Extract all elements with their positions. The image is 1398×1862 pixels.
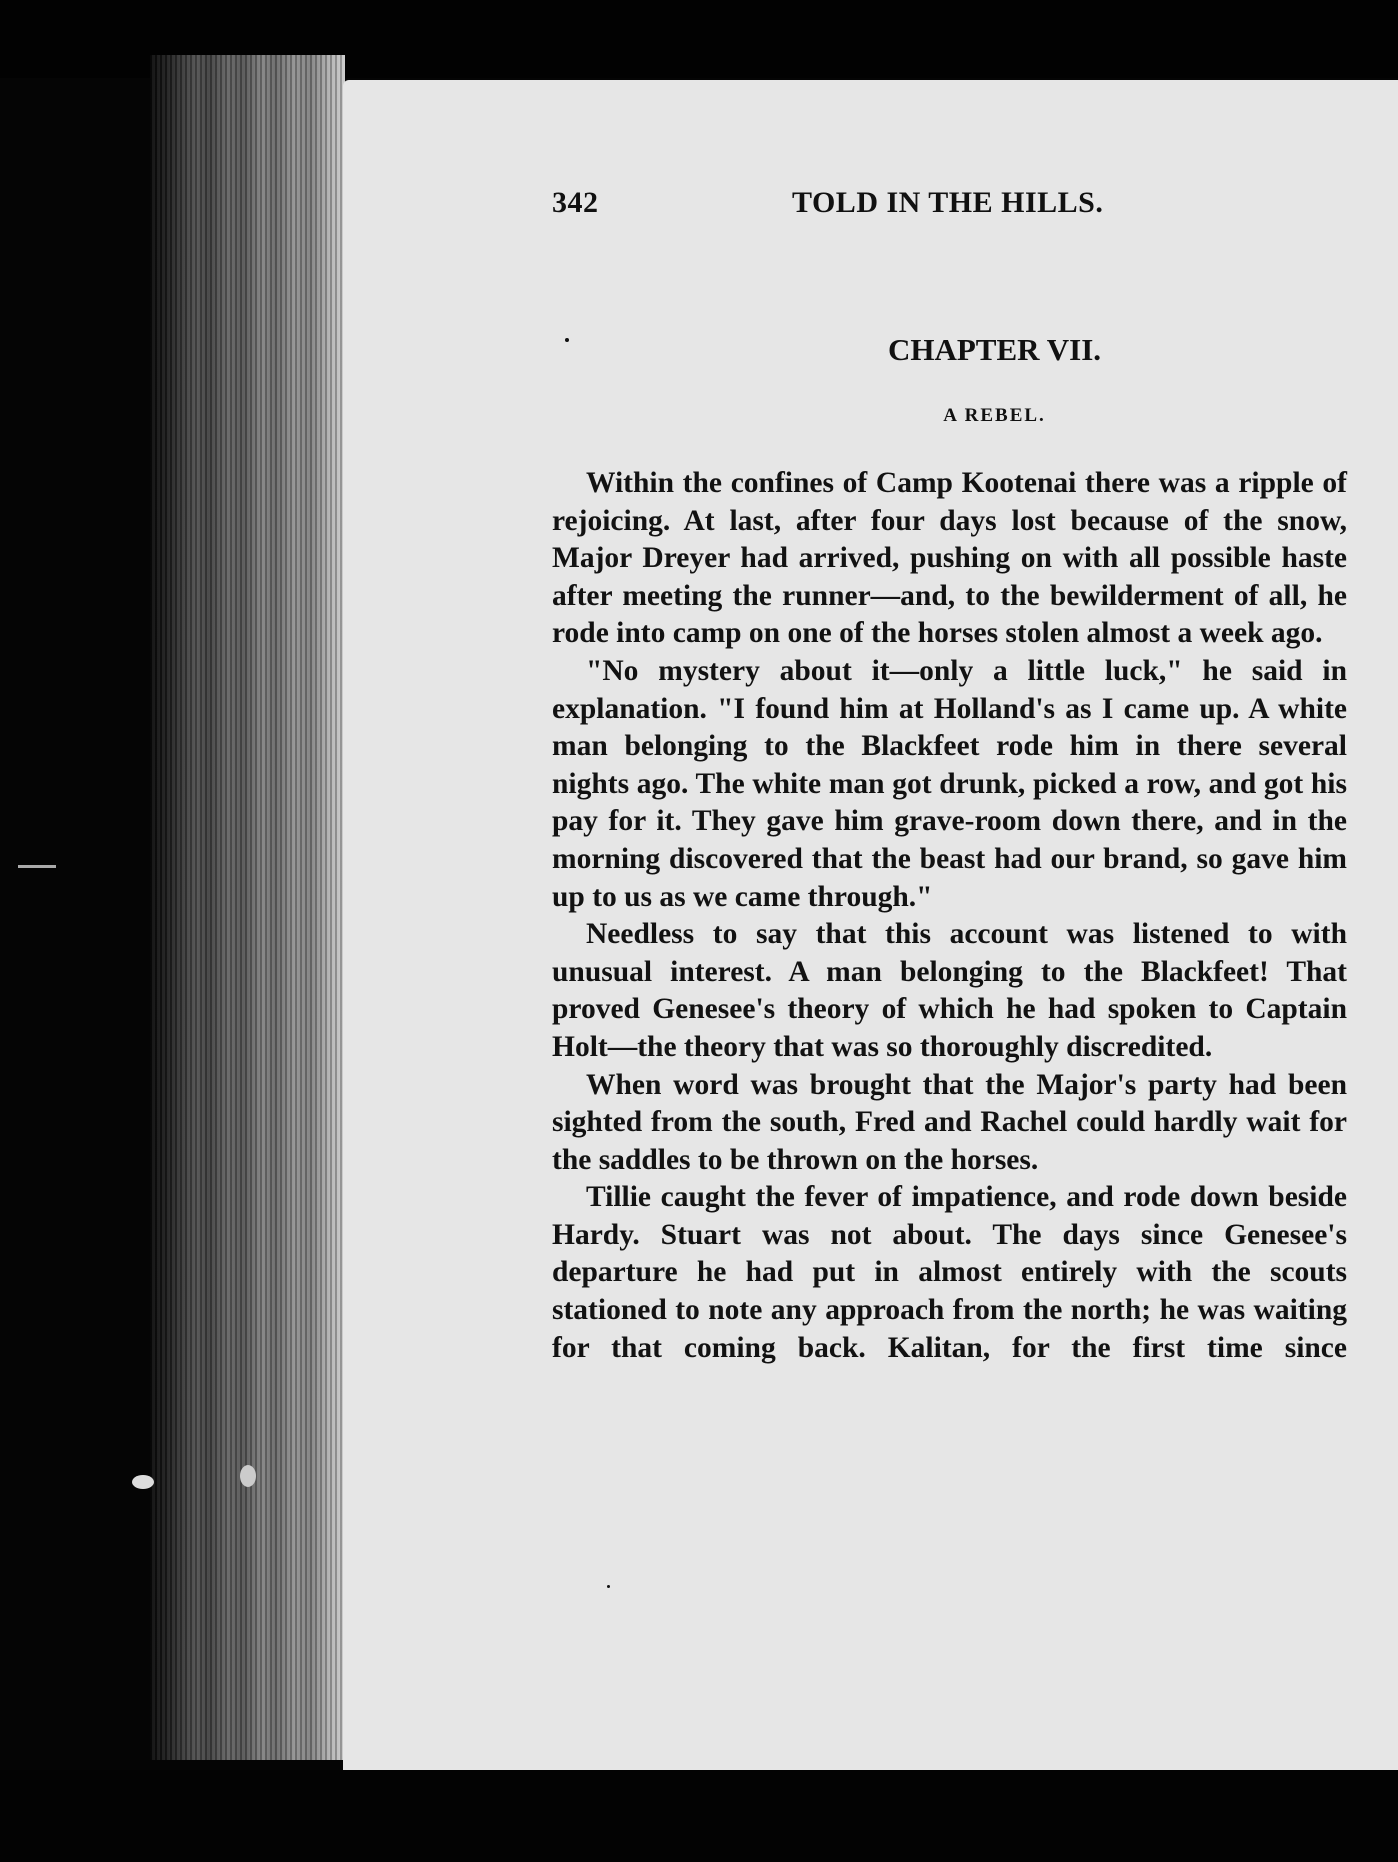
running-head-title: TOLD IN THE HILLS. bbox=[792, 186, 1104, 219]
body-text bbox=[552, 465, 1347, 1367]
book-spine-edge bbox=[150, 55, 345, 1760]
paragraph: "No mystery about it—only a little luck," he said in explanation. "I found him at Holland's as I came up. A white man belonging to the Blackfeet rode him in there several nights ago. The white man got drunk, picked a row, and got his pay for it. They gave him grave-room down there, and in the morning discovered that the beast had our brand, so gave him up to us as we came through." bbox=[552, 654, 1347, 913]
paragraph: Needless to say that this account was listened to with unusual interest. A man belonging to the Blackfeet! That proved Genesee's theory of which he had spoken to Captain Holt—the theory that was so thoroughly discredited. bbox=[552, 918, 1347, 1063]
page-number: 342 bbox=[552, 186, 599, 219]
scan-bottom-border bbox=[0, 1770, 1398, 1862]
scan-speck bbox=[607, 1585, 610, 1588]
paragraph: Tillie caught the fever of impatience, and rode down beside Hardy. Stuart was not about. The days since Genesee's departure he had put in almost entirely with the scouts stationed to note any approach from the north; he was waiting for that coming back. Kalitan, for the first time since bbox=[552, 1181, 1347, 1364]
scan-speck bbox=[18, 865, 56, 868]
chapter-subtitle: A REBEL. bbox=[943, 405, 1046, 426]
paragraph: Within the confines of Camp Kootenai there was a ripple of rejoicing. At last, after four days lost because of the snow, Major Dreyer had arrived, pushing on with all possible haste after meeting the runner—and, to the bewilderment of all, he rode into camp on one of the horses stolen almost a week ago. bbox=[552, 467, 1347, 650]
paragraph: When word was brought that the Major's party had been sighted from the south, Fred and Rachel could hardly wait for the saddles to be thrown on the horses. bbox=[552, 1068, 1347, 1176]
chapter-heading: CHAPTER VII. bbox=[887, 332, 1102, 367]
scan-speck bbox=[565, 338, 569, 342]
scan-speck bbox=[132, 1475, 154, 1489]
scan-speck bbox=[240, 1465, 256, 1487]
